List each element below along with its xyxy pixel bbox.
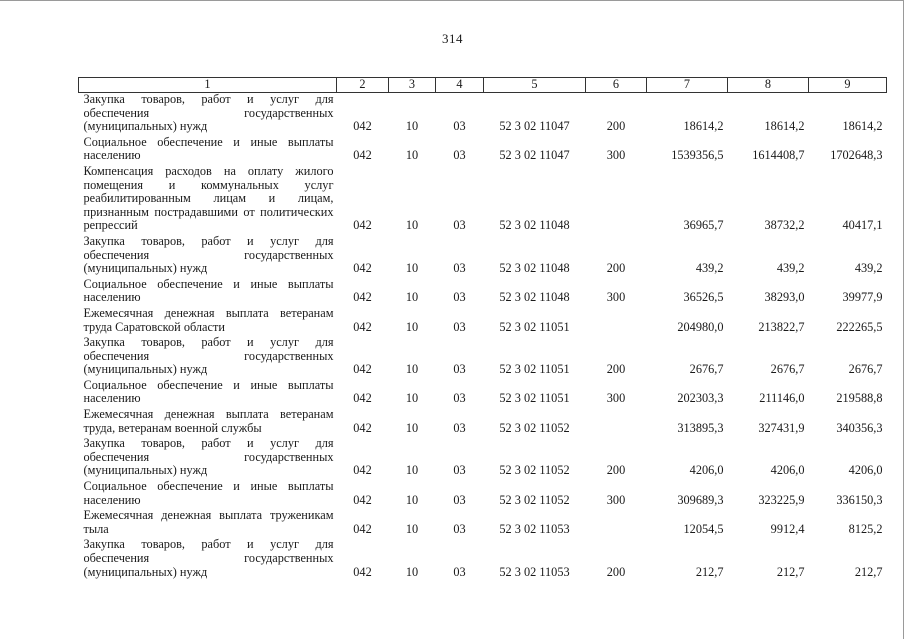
- amount-year2-cell: 2676,7: [770, 362, 805, 377]
- amount-year1-cell: 204980,0: [677, 319, 724, 334]
- section-cell: 10: [405, 290, 419, 305]
- subsection-cell: 03: [453, 521, 466, 536]
- section-cell: 10: [405, 119, 419, 134]
- amount-year2-cell: 439,2: [776, 261, 805, 276]
- subsection-cell: 03: [453, 362, 466, 377]
- column-header: 7: [647, 78, 728, 93]
- amount-year1-cell: 313895,3: [677, 420, 724, 435]
- section-cell: 10: [405, 420, 419, 435]
- amount-year2-cell: 9912,4: [770, 521, 805, 536]
- row-name-cell: Закупка товаров, работ и услуг для обеспечения государственных (муниципальных) нужд: [83, 436, 334, 478]
- amount-year2-cell: 323225,9: [758, 492, 805, 507]
- expense-type-cell: 200: [606, 362, 626, 377]
- subsection-cell: 03: [453, 564, 466, 579]
- gov-code-cell: 042: [353, 218, 372, 233]
- amount-year3-cell: 2676,7: [848, 362, 883, 377]
- amount-year3-cell: 40417,1: [842, 218, 883, 233]
- amount-year1-cell: 212,7: [695, 564, 724, 579]
- expense-type-cell: [586, 307, 647, 336]
- page-number: 314: [442, 31, 463, 46]
- amount-year2-cell: 211146,0: [759, 391, 805, 406]
- column-header: 9: [809, 78, 887, 93]
- target-article-cell: 52 3 02 11053: [499, 564, 570, 579]
- expense-type-cell: 300: [606, 148, 626, 163]
- amount-year1-cell: 202303,3: [677, 391, 724, 406]
- table-row: [79, 165, 887, 235]
- section-cell: 10: [405, 492, 419, 507]
- row-name-cell: Социальное обеспечение и иные выплаты населению: [83, 134, 334, 163]
- table-row: [79, 538, 887, 581]
- row-name-cell: Социальное обеспечение и иные выплаты населению: [83, 276, 334, 305]
- section-cell: 10: [405, 148, 419, 163]
- gov-code-cell: 042: [353, 290, 372, 305]
- amount-year1-cell: 1539356,5: [671, 148, 724, 163]
- subsection-cell: 03: [453, 492, 466, 507]
- table-row: [79, 437, 887, 480]
- section-cell: 10: [405, 362, 419, 377]
- amount-year3-cell: 336150,3: [836, 492, 883, 507]
- gov-code-cell: 042: [353, 319, 372, 334]
- subsection-cell: 03: [453, 218, 466, 233]
- table-header-row: [79, 78, 887, 93]
- target-article-cell: 52 3 02 11051: [499, 319, 570, 334]
- column-header: 4: [436, 78, 484, 93]
- target-article-cell: 52 3 02 11052: [499, 492, 570, 507]
- target-article-cell: 52 3 02 11048: [499, 218, 570, 233]
- row-name-cell: Закупка товаров, работ и услуг для обеспечения государственных (муниципальных) нужд: [83, 233, 334, 276]
- expense-type-cell: 200: [606, 564, 626, 579]
- target-article-cell: 52 3 02 11047: [499, 119, 570, 134]
- table-row: [79, 93, 887, 136]
- amount-year1-cell: 36965,7: [683, 218, 724, 233]
- column-header: 8: [728, 78, 809, 93]
- amount-year3-cell: 212,7: [854, 564, 883, 579]
- amount-year3-cell: 4206,0: [848, 463, 883, 478]
- row-name-cell: Ежемесячная денежная выплата ветеранам труда, ветеранам военной службы: [83, 407, 334, 435]
- row-name-cell: Закупка товаров, работ и услуг для обеспечения государственных (муниципальных) нужд: [83, 537, 334, 579]
- section-cell: 10: [405, 463, 419, 478]
- gov-code-cell: 042: [353, 148, 372, 163]
- target-article-cell: 52 3 02 11053: [499, 521, 570, 536]
- amount-year2-cell: 327431,9: [758, 420, 805, 435]
- table-row: [79, 307, 887, 336]
- amount-year1-cell: 309689,3: [677, 492, 724, 507]
- subsection-cell: 03: [453, 119, 466, 134]
- subsection-cell: 03: [453, 420, 466, 435]
- row-name-cell: Социальное обеспечение и иные выплаты населению: [83, 377, 334, 406]
- expense-type-cell: [586, 408, 647, 437]
- gov-code-cell: 042: [353, 492, 372, 507]
- column-header: 5: [484, 78, 586, 93]
- amount-year3-cell: 219588,8: [836, 391, 883, 406]
- gov-code-cell: 042: [353, 391, 372, 406]
- gov-code-cell: 042: [353, 564, 372, 579]
- amount-year2-cell: 38732,2: [764, 218, 805, 233]
- column-header: 3: [389, 78, 436, 93]
- table-row: [79, 336, 887, 379]
- amount-year2-cell: 213822,7: [758, 319, 805, 334]
- amount-year2-cell: 212,7: [776, 564, 805, 579]
- section-cell: 10: [405, 391, 419, 406]
- amount-year2-cell: 18614,2: [764, 119, 805, 134]
- table-body: [79, 93, 887, 582]
- amount-year3-cell: 39977,9: [842, 290, 883, 305]
- expense-type-cell: 300: [606, 391, 626, 406]
- target-article-cell: 52 3 02 11048: [499, 261, 570, 276]
- row-name-cell: Ежемесячная денежная выплата труженикам тыла: [83, 508, 334, 536]
- row-name-cell: Закупка товаров, работ и услуг для обеспечения государственных (муниципальных) нужд: [83, 92, 334, 134]
- amount-year3-cell: 222265,5: [836, 319, 883, 334]
- subsection-cell: 03: [453, 290, 466, 305]
- row-name-cell: Социальное обеспечение и иные выплаты населению: [83, 479, 334, 507]
- amount-year1-cell: 12054,5: [683, 521, 724, 536]
- gov-code-cell: 042: [353, 463, 372, 478]
- section-cell: 10: [405, 564, 419, 579]
- amount-year1-cell: 36526,5: [683, 290, 724, 305]
- gov-code-cell: 042: [353, 420, 372, 435]
- table-row: [79, 509, 887, 538]
- row-name-cell: Ежемесячная денежная выплата ветеранам труда Саратовской области: [83, 305, 334, 334]
- amount-year1-cell: 18614,2: [683, 119, 724, 134]
- subsection-cell: 03: [453, 463, 466, 478]
- section-cell: 10: [405, 261, 419, 276]
- subsection-cell: 03: [453, 391, 466, 406]
- budget-table: [78, 77, 887, 581]
- amount-year2-cell: 38293,0: [764, 290, 805, 305]
- table-row: [79, 136, 887, 165]
- section-cell: 10: [405, 521, 419, 536]
- gov-code-cell: 042: [353, 521, 372, 536]
- amount-year3-cell: 8125,2: [848, 521, 883, 536]
- section-cell: 10: [405, 319, 419, 334]
- table-row: [79, 235, 887, 278]
- amount-year3-cell: 18614,2: [842, 119, 883, 134]
- table-row: [79, 379, 887, 408]
- table-row: [79, 480, 887, 509]
- target-article-cell: 52 3 02 11051: [499, 391, 570, 406]
- target-article-cell: 52 3 02 11052: [499, 420, 570, 435]
- expense-type-cell: [586, 509, 647, 538]
- expense-type-cell: 300: [606, 290, 626, 305]
- subsection-cell: 03: [453, 148, 466, 163]
- expense-type-cell: [586, 165, 647, 235]
- target-article-cell: 52 3 02 11048: [499, 290, 570, 305]
- gov-code-cell: 042: [353, 362, 372, 377]
- target-article-cell: 52 3 02 11051: [499, 362, 570, 377]
- gov-code-cell: 042: [353, 119, 372, 134]
- gov-code-cell: 042: [353, 261, 372, 276]
- amount-year3-cell: 439,2: [854, 261, 883, 276]
- amount-year1-cell: 2676,7: [689, 362, 724, 377]
- expense-type-cell: 200: [606, 463, 626, 478]
- column-header: 2: [337, 78, 389, 93]
- subsection-cell: 03: [453, 319, 466, 334]
- table-row: [79, 408, 887, 437]
- row-name-cell: Компенсация расходов на оплату жилого помещения и коммунальных услуг реабилитированным лицам и лицам, признанным пострадавшими от политических репрессий: [83, 163, 334, 233]
- amount-year2-cell: 4206,0: [770, 463, 805, 478]
- table-row: [79, 278, 887, 307]
- subsection-cell: 03: [453, 261, 466, 276]
- expense-type-cell: 200: [606, 261, 626, 276]
- row-name-cell: Закупка товаров, работ и услуг для обеспечения государственных (муниципальных) нужд: [83, 335, 334, 377]
- amount-year3-cell: 1702648,3: [830, 148, 883, 163]
- column-header: 1: [79, 78, 337, 93]
- section-cell: 10: [405, 218, 419, 233]
- amount-year1-cell: 439,2: [695, 261, 724, 276]
- column-header: 6: [586, 78, 647, 93]
- expense-type-cell: 200: [606, 119, 626, 134]
- amount-year3-cell: 340356,3: [836, 420, 883, 435]
- target-article-cell: 52 3 02 11052: [499, 463, 570, 478]
- amount-year2-cell: 1614408,7: [752, 148, 805, 163]
- amount-year1-cell: 4206,0: [689, 463, 724, 478]
- expense-type-cell: 300: [606, 492, 626, 507]
- target-article-cell: 52 3 02 11047: [499, 148, 570, 163]
